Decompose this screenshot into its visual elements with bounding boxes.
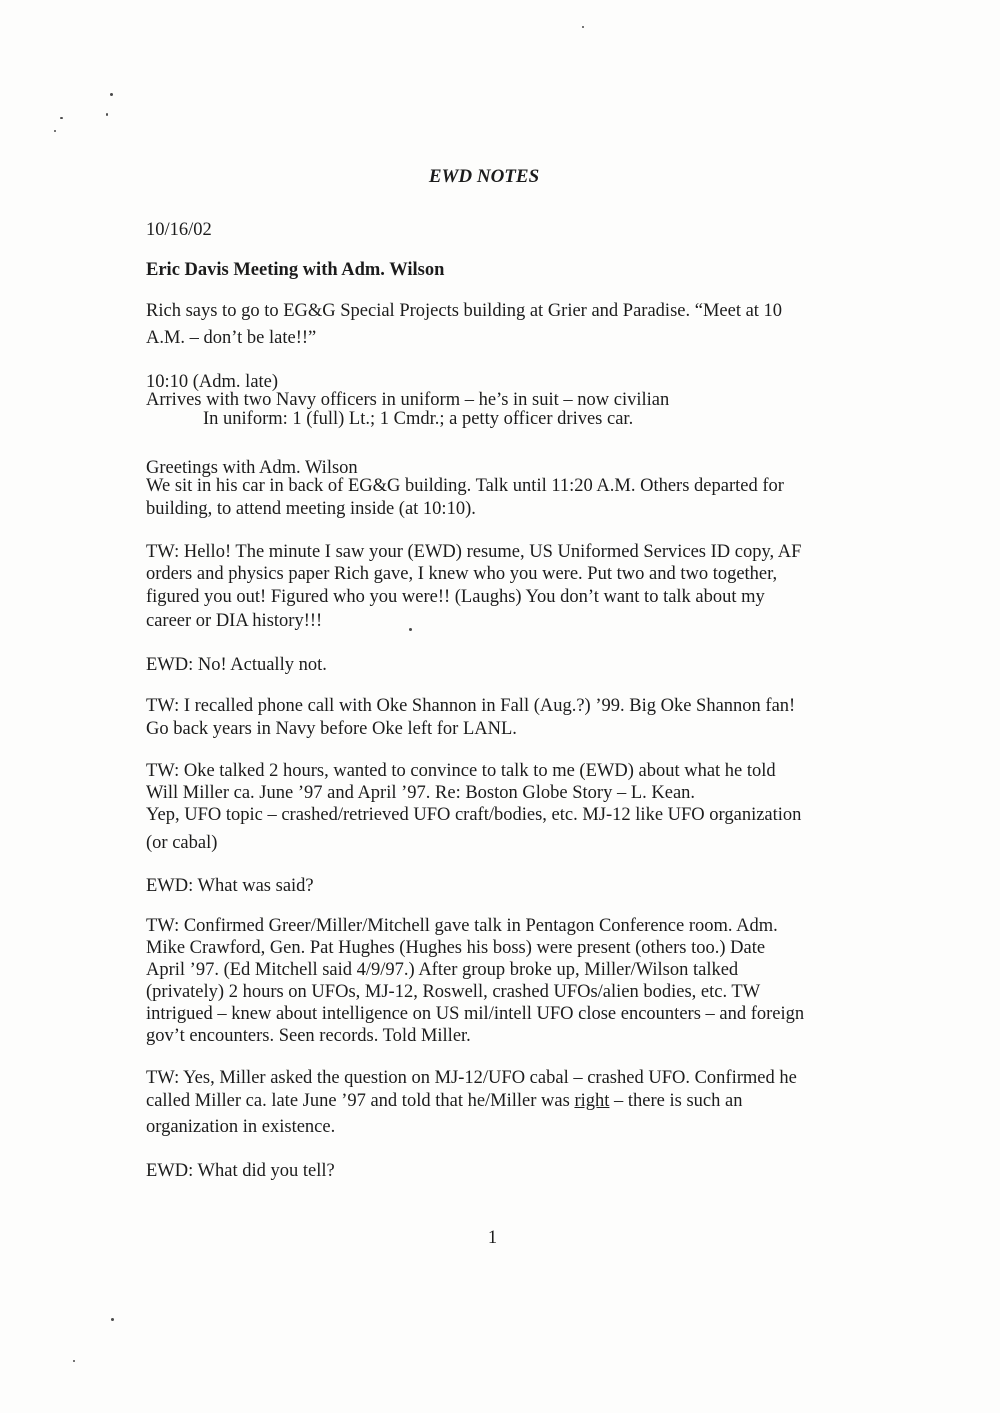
text-line: EWD: No! Actually not. — [146, 655, 327, 675]
scan-speck — [60, 117, 63, 119]
underlined-word: right — [574, 1091, 610, 1111]
text-line: Mike Crawford, Gen. Pat Hughes (Hughes his boss) were present (others too.) Date — [146, 938, 766, 958]
scan-speck — [110, 93, 113, 96]
text-segment: – there is such an — [609, 1091, 743, 1111]
text-line: organization in existence. — [146, 1117, 336, 1137]
scan-speck — [409, 628, 412, 631]
meeting-heading: Eric Davis Meeting with Adm. Wilson — [146, 260, 445, 280]
text-line: Rich says to go to EG&G Special Projects building at Grier and Paradise. “Meet at 10 — [146, 301, 783, 321]
text-line: career or DIA history!!! — [146, 611, 323, 631]
text-segment: called Miller ca. late June ’97 and told that he/Miller was — [146, 1091, 575, 1111]
text-line: Will Miller ca. June ’97 and April ’97. Re: Boston Globe Story – L. Kean. — [146, 783, 696, 803]
text-line: gov’t encounters. Seen records. Told Miller. — [146, 1026, 471, 1046]
scan-speck — [106, 113, 108, 116]
text-line: Greetings with Adm. Wilson — [146, 458, 358, 478]
scan-speck — [582, 26, 584, 28]
document-title: EWD NOTES — [428, 166, 540, 187]
document-date: 10/16/02 — [146, 220, 212, 240]
text-line: TW: Hello! The minute I saw your (EWD) resume, US Uniformed Services ID copy, AF — [146, 542, 802, 562]
scan-speck — [111, 1318, 114, 1321]
text-line: TW: I recalled phone call with Oke Shannon in Fall (Aug.?) ’99. Big Oke Shannon fan! — [146, 696, 796, 716]
text-line: intrigued – knew about intelligence on US mil/intell UFO close encounters – and foreign — [146, 1004, 805, 1024]
text-line: TW: Oke talked 2 hours, wanted to convince to talk to me (EWD) about what he told — [146, 761, 776, 781]
text-line: building, to attend meeting inside (at 10:10). — [146, 499, 476, 519]
text-line: A.M. – don’t be late!!” — [146, 328, 317, 348]
text-line: Go back years in Navy before Oke left for LANL. — [146, 719, 517, 739]
text-line: In uniform: 1 (full) Lt.; 1 Cmdr.; a petty officer drives car. — [203, 409, 634, 429]
text-line: (privately) 2 hours on UFOs, MJ-12, Roswell, crashed UFOs/alien bodies, etc. TW — [146, 982, 761, 1002]
text-line: April ’97. (Ed Mitchell said 4/9/97.) After group broke up, Miller/Wilson talked — [146, 960, 739, 980]
scan-speck — [73, 1360, 75, 1362]
text-line: 10:10 (Adm. late) — [146, 372, 279, 392]
text-line: TW: Confirmed Greer/Miller/Mitchell gave talk in Pentagon Conference room. Adm. — [146, 916, 778, 936]
text-line: EWD: What was said? — [146, 876, 314, 896]
page-number: 1 — [487, 1228, 498, 1248]
text-line-underlined — [146, 1090, 742, 1112]
text-line: (or cabal) — [146, 833, 218, 853]
text-line: TW: Yes, Miller asked the question on MJ-12/UFO cabal – crashed UFO. Confirmed he — [146, 1068, 797, 1088]
text-line: Arrives with two Navy officers in uniform – he’s in suit – now civilian — [146, 390, 670, 410]
text-line: orders and physics paper Rich gave, I knew who you were. Put two and two together, — [146, 564, 778, 584]
text-line: We sit in his car in back of EG&G building. Talk until 11:20 A.M. Others departed for — [146, 476, 784, 496]
text-line: figured you out! Figured who you were!! (Laughs) You don’t want to talk about my — [146, 587, 765, 607]
text-line: EWD: What did you tell? — [146, 1161, 335, 1181]
scan-speck — [54, 130, 56, 132]
text-line: Yep, UFO topic – crashed/retrieved UFO craft/bodies, etc. MJ-12 like UFO organization — [146, 805, 802, 825]
